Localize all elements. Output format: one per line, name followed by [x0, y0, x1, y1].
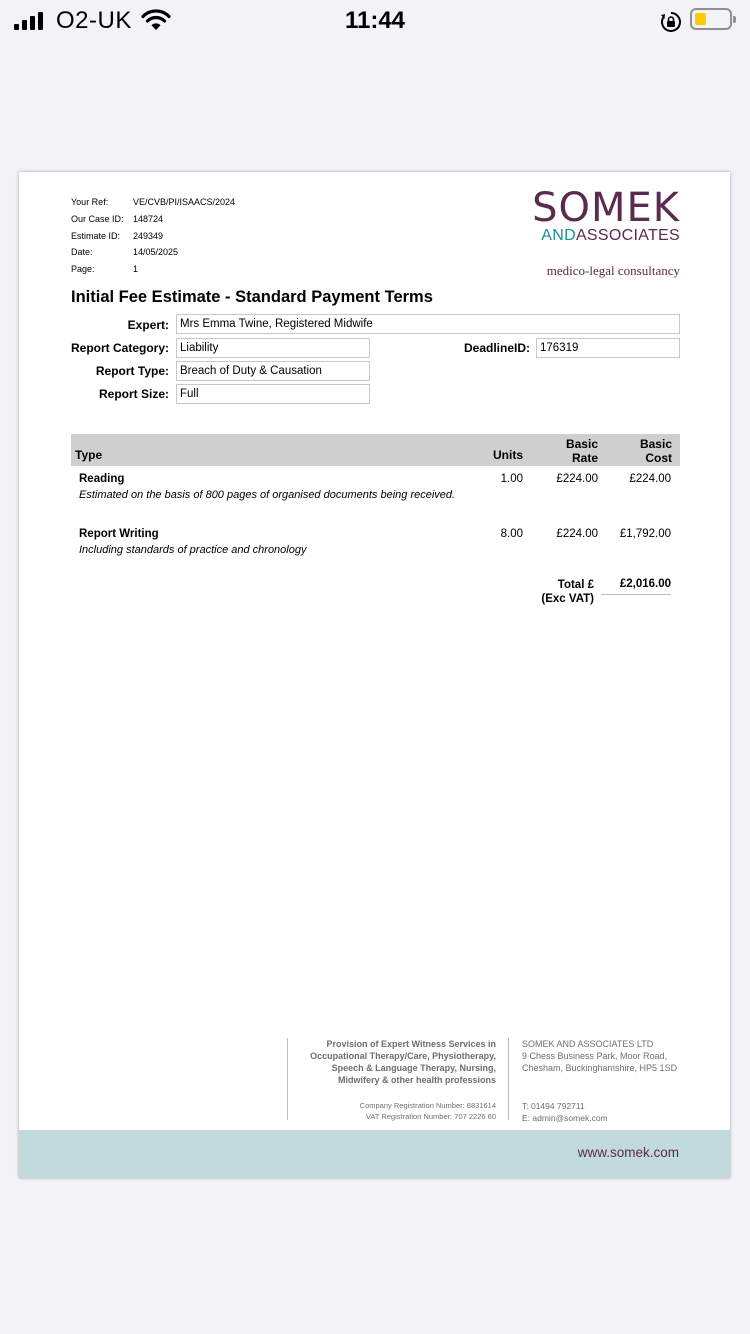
- footer-band: [19, 1130, 730, 1178]
- expert-field: Mrs Emma Twine, Registered Midwife: [176, 314, 680, 334]
- meta-value: 148724: [133, 213, 164, 224]
- item-name: Reading: [79, 473, 125, 485]
- address-line: 9 Chess Business Park, Moor Road,: [522, 1051, 668, 1061]
- website-link[interactable]: www.somek.com: [577, 1145, 679, 1160]
- reference-block: [71, 194, 235, 278]
- company-logo: [532, 185, 680, 279]
- services-line: Speech & Language Therapy, Nursing,: [331, 1063, 496, 1073]
- carrier-name: O2-UK: [56, 7, 132, 34]
- meta-label: Date:: [71, 247, 93, 258]
- footer-divider-right: [508, 1038, 509, 1120]
- total-label-line2: (Exc VAT): [541, 593, 594, 605]
- table-row: [79, 528, 459, 558]
- logo-wordmark: SOMEK: [532, 185, 680, 231]
- meta-value: 249349: [133, 230, 164, 241]
- document-page: [19, 172, 730, 1178]
- vat-registration: VAT Registration Number: 707 2226 60: [365, 1112, 496, 1121]
- status-bar: [0, 0, 750, 44]
- item-rate: £224.00: [556, 528, 598, 540]
- report-type-field: Breach of Duty & Causation: [176, 361, 370, 381]
- services-line: Occupational Therapy/Care, Physiotherapy,: [310, 1051, 496, 1061]
- meta-row-estimate-id: [71, 228, 235, 245]
- services-line: Midwifery & other health professions: [337, 1075, 496, 1085]
- report-category-field: Liability: [176, 338, 370, 358]
- meta-value: VE/CVB/PI/ISAACS/2024: [133, 197, 236, 207]
- registration-info: [287, 1100, 496, 1122]
- logo-associates: ASSOCIATES: [575, 227, 680, 244]
- total-label: [541, 578, 594, 606]
- meta-row-date: [71, 244, 235, 261]
- col-header-cost-line2: Cost: [645, 451, 672, 465]
- deadline-id-label: DeadlineID:: [463, 341, 530, 355]
- logo-and: AND: [541, 227, 576, 244]
- company-contact: [522, 1100, 608, 1124]
- meta-label: Your Ref:: [71, 197, 109, 207]
- col-header-basic-cost: [640, 437, 672, 465]
- item-name: Report Writing: [79, 528, 159, 540]
- item-cost: £1,792.00: [619, 528, 671, 540]
- meta-value: 1: [133, 264, 139, 275]
- meta-label: Page:: [71, 264, 95, 275]
- item-rate: £224.00: [556, 473, 598, 485]
- clock: 11:44: [344, 7, 406, 34]
- address-line: Chesham, Buckinghamshire, HP5 1SD: [522, 1063, 678, 1073]
- col-header-cost-line1: Basic: [639, 437, 672, 451]
- logo-tagline: medico-legal consultancy: [546, 263, 680, 278]
- deadline-id-field: 176319: [536, 338, 680, 358]
- item-units: 8.00: [500, 528, 523, 540]
- report-size-field: Full: [176, 384, 370, 404]
- meta-value: 14/05/2025: [133, 247, 179, 258]
- orientation-lock-icon: [660, 11, 682, 38]
- logo-subtitle: [532, 227, 680, 245]
- battery-icon: [690, 8, 732, 30]
- services-line: Provision of Expert Witness Services in: [326, 1039, 496, 1049]
- meta-row-case-id: [71, 211, 235, 228]
- col-header-basic-rate: [566, 437, 598, 465]
- expert-label: Expert:: [127, 318, 169, 332]
- report-category-label: Report Category:: [70, 341, 169, 355]
- services-statement: [287, 1038, 496, 1086]
- table-row: [79, 473, 459, 503]
- total-label-line1: Total £: [557, 579, 594, 591]
- company-address: [522, 1038, 677, 1074]
- email-address: E: admin@somek.com: [522, 1113, 608, 1123]
- item-cost: £224.00: [629, 473, 671, 485]
- company-name: SOMEK AND ASSOCIATES LTD: [522, 1039, 654, 1049]
- col-header-rate-line2: Rate: [571, 451, 598, 465]
- total-value: £2,016.00: [601, 578, 671, 595]
- col-header-units: Units: [493, 448, 523, 462]
- col-header-type: Type: [75, 448, 103, 462]
- meta-label: Our Case ID:: [71, 213, 124, 224]
- fee-table-header: [71, 434, 680, 466]
- item-description: Estimated on the basis of 800 pages of organised documents being received.: [79, 489, 456, 501]
- report-size-label: Report Size:: [98, 387, 169, 401]
- meta-row-your-ref: [71, 194, 235, 211]
- meta-row-page: [71, 261, 235, 278]
- meta-label: Estimate ID:: [71, 230, 121, 241]
- report-type-label: Report Type:: [95, 364, 169, 378]
- item-description: Including standards of practice and chronology: [79, 544, 307, 556]
- item-units: 1.00: [500, 473, 523, 485]
- company-registration: Company Registration Number: 6831614: [359, 1101, 496, 1110]
- phone-number: T: 01494 792711: [522, 1101, 585, 1111]
- col-header-rate-line1: Basic: [565, 437, 598, 451]
- document-title: Initial Fee Estimate - Standard Payment Terms: [71, 288, 433, 306]
